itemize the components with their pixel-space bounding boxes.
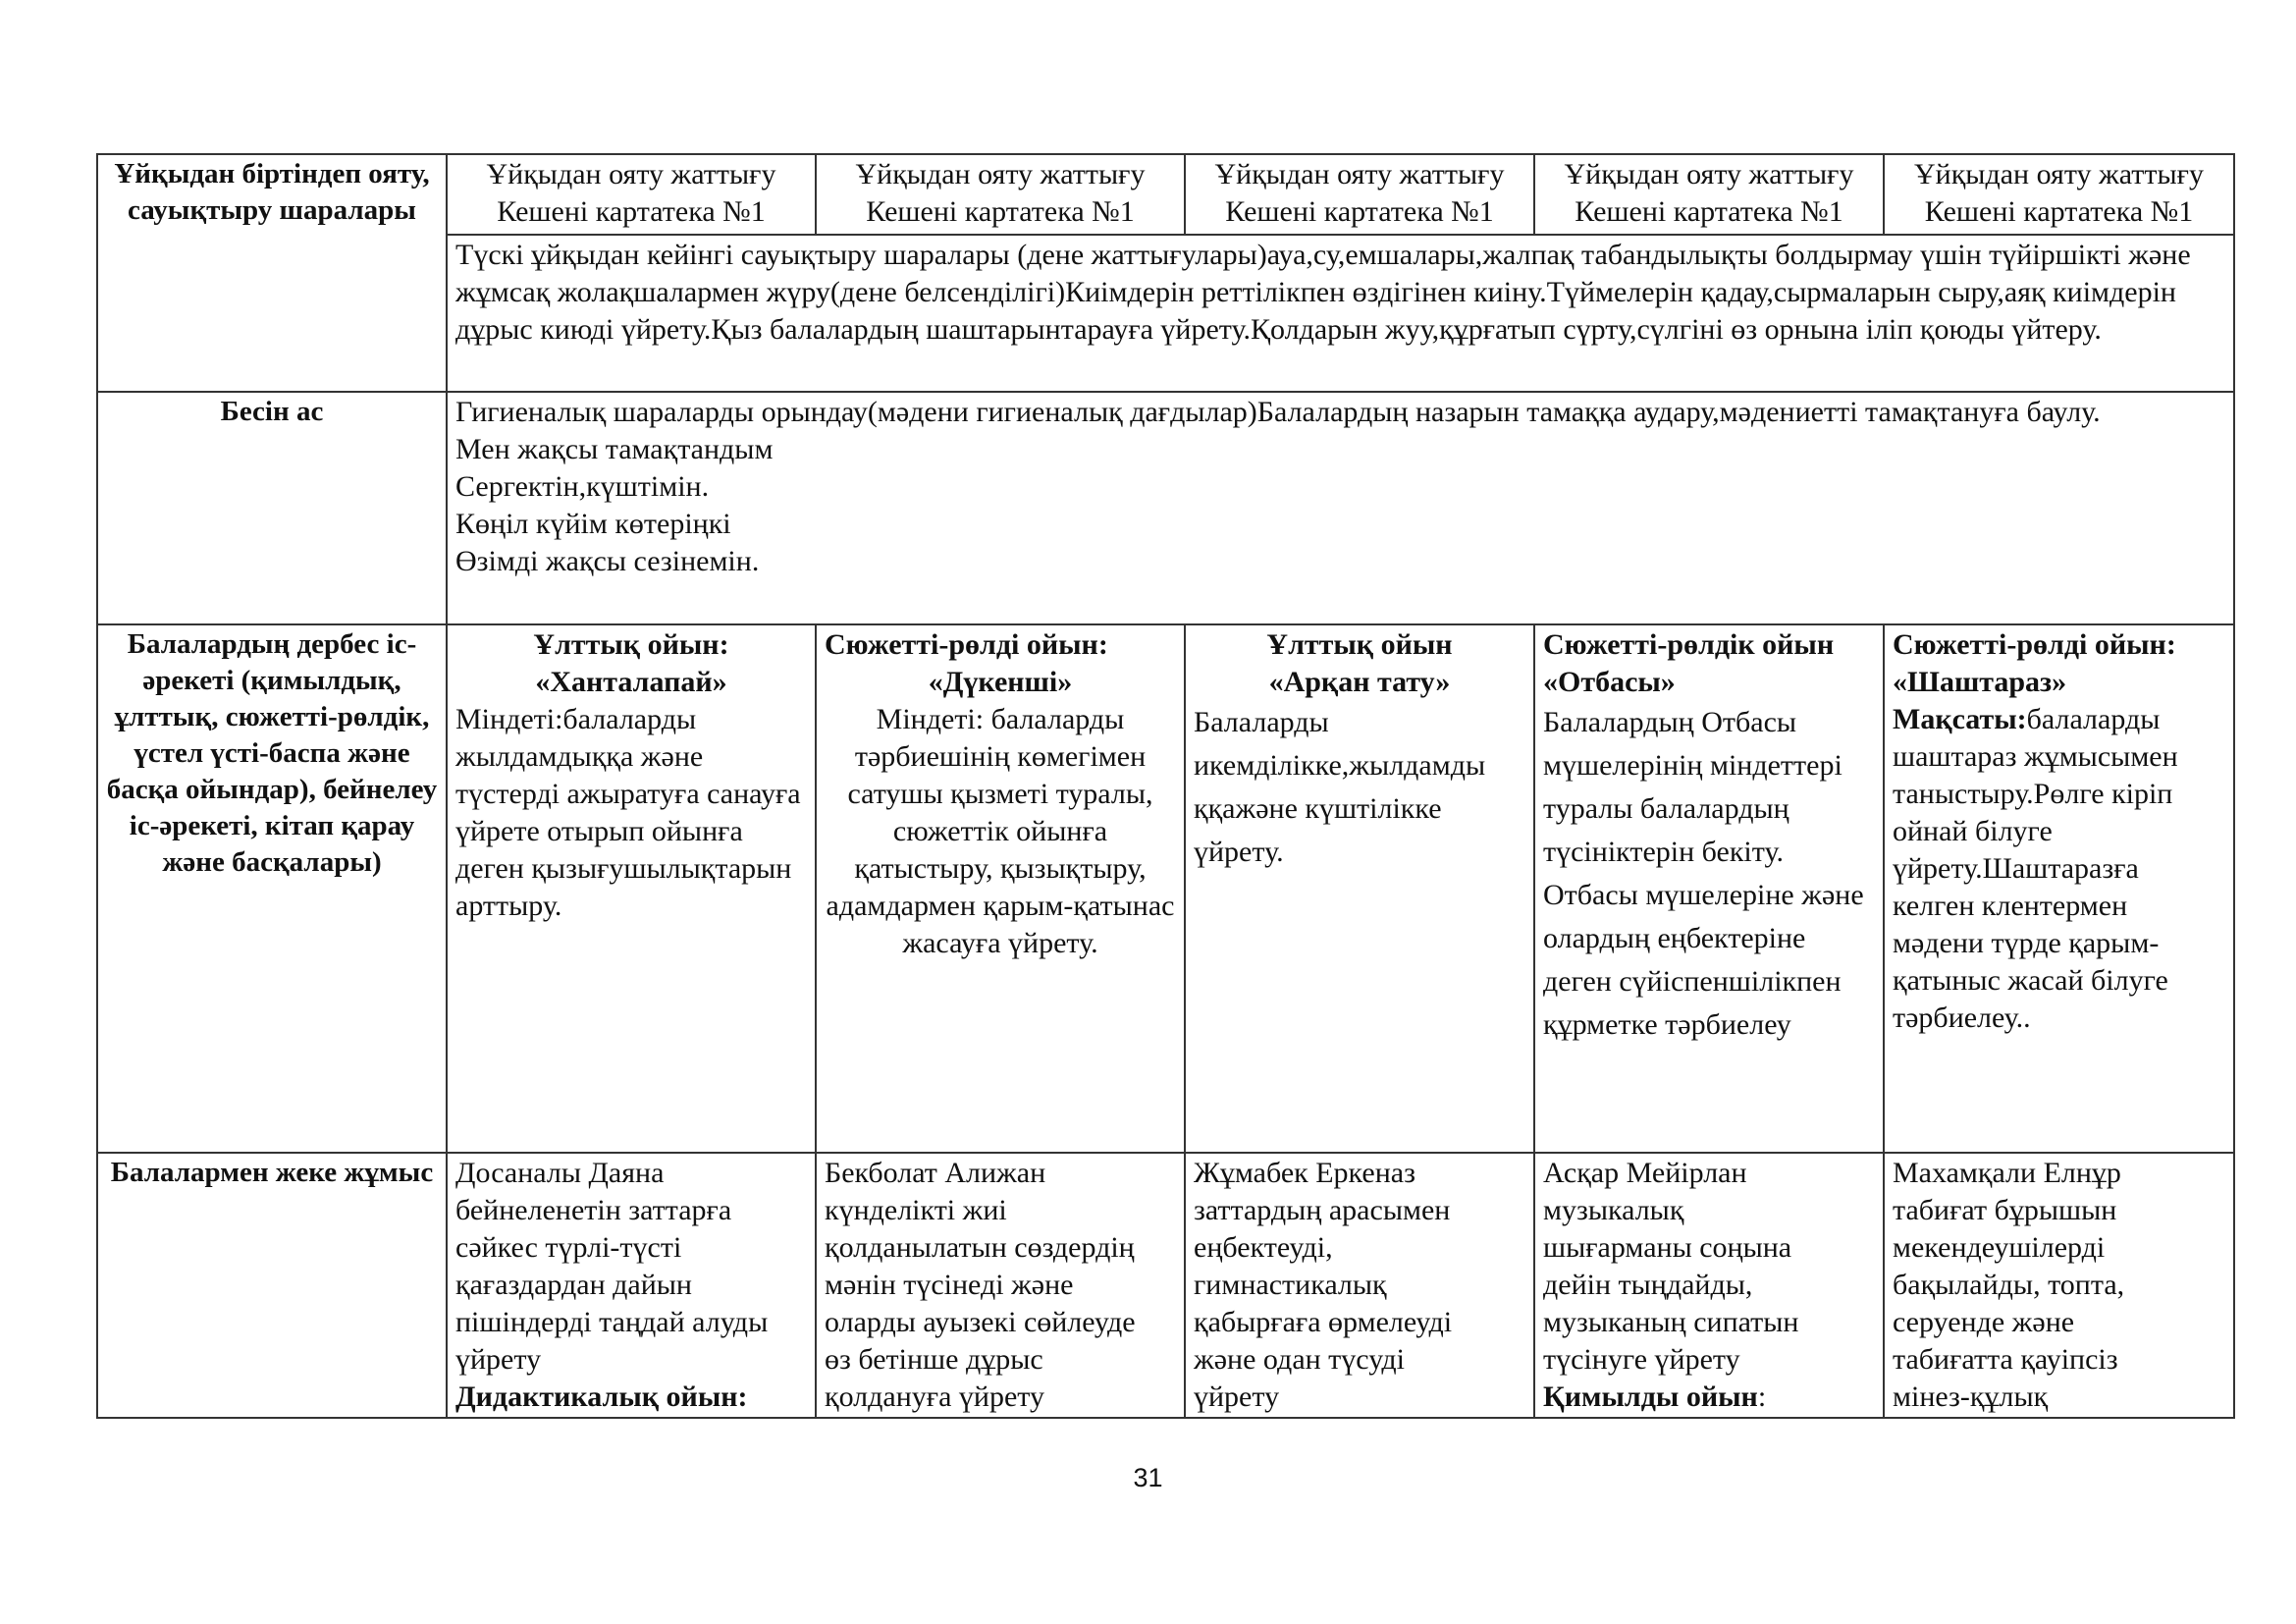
game-cell-3 xyxy=(1185,624,1534,1153)
page-number: 31 xyxy=(1133,1463,1163,1492)
individual-4-line-3: шығарманы соңына xyxy=(1543,1231,1792,1264)
game-3-name: «Арқан тату» xyxy=(1268,666,1451,698)
individual-2-line-1: Бекболат Алижан xyxy=(825,1157,1046,1189)
game-5-text: балаларды шаштараз жұмысымен таныстыру.Рөлге кіріп ойнай білуге үйрету.Шаштаразға келген клентермен мәдени түрде қарым-қатыныс жасай білуге тәрбиелеу.. xyxy=(1893,703,2178,1034)
snack-text: Гигиеналық шараларды орындау(мәдени гигиеналық дағдылар)Балалардың назарын тамаққа аудару,мәдениетті тамақтануға баулу. xyxy=(455,396,2101,428)
individual-2-line-5: оларды ауызекі сөйлеуде xyxy=(825,1306,1136,1338)
individual-2-line-6: өз бетінше дұрыс xyxy=(825,1343,1043,1376)
snack-row xyxy=(97,392,2234,624)
game-cell-4 xyxy=(1534,624,1884,1153)
individual-5-line-3: мекендеушілерді xyxy=(1893,1231,2106,1264)
game-cell-1 xyxy=(447,624,816,1153)
individual-4-game-colon: : xyxy=(1757,1380,1767,1413)
daily-plan-table xyxy=(96,153,2235,1419)
activity-row xyxy=(97,624,2234,1153)
snack-line-4: Өзімді жақсы сезінемін. xyxy=(455,545,760,577)
game-5-goal-label: Мақсаты: xyxy=(1893,703,2027,735)
game-cell-2 xyxy=(816,624,1185,1153)
individual-2-line-7: қолдануға үйрету xyxy=(825,1380,1044,1413)
game-4-name: «Отбасы» xyxy=(1543,666,1676,698)
game-3-type: Ұлттық ойын xyxy=(1266,628,1453,661)
individual-3-line-3: еңбектеуді, xyxy=(1194,1231,1333,1264)
awakening-text: Түскі ұйқыдан кейінгі сауықтыру шаралары (дене жаттығулары)ауа,су,емшалары,жалпақ табандылықты болдырмау үшін түйіршікті және жұмсақ жолақшалармен жүру(дене белсенділігі)Киімдерін реттілікпен өздігінен киіну.Түймелерін қадау,сырмаларын сыру,аяқ киімдерін дұрыс киюді үйрету.Қыз балалардың шаштарынтарауға үйрету.Қолдарын жуу,құрғатып сүрту,сүлгіні өз орнына іліп қоюды үйтеру. xyxy=(447,235,2234,392)
individual-1-line-5: пішіндерді таңдай алуды xyxy=(455,1306,769,1338)
snack-line-2: Сергектін,күштімін. xyxy=(455,470,710,503)
individual-5-line-6: табиғатта қауіпсіз xyxy=(1893,1343,2118,1376)
individual-1-line-3: сәйкес түрлі-түсті xyxy=(455,1231,682,1264)
individual-3-line-1: Жұмабек Еркеназ xyxy=(1194,1157,1415,1189)
awakening-label: Ұйқыдан біртіндеп ояту, сауықтыру шаралары xyxy=(97,154,447,392)
awakening-day-4: Ұйқыдан ояту жаттығу Кешені картатека №1 xyxy=(1534,154,1884,235)
game-5-type: Сюжетті-рөлді ойын: xyxy=(1893,628,2176,661)
individual-3-line-6: және одан түсуді xyxy=(1194,1343,1405,1376)
individual-label: Балалармен жеке жұмыс xyxy=(97,1153,447,1418)
game-5-name: «Шаштараз» xyxy=(1893,666,2067,698)
individual-cell-5 xyxy=(1884,1153,2234,1418)
individual-5-line-2: табиғат бұрышын xyxy=(1893,1194,2117,1226)
snack-line-3: Көңіл күйім көтеріңкі xyxy=(455,508,731,540)
individual-4-line-5: музыканың сипатын xyxy=(1543,1306,1799,1338)
individual-1-line-2: бейнеленетін заттарға xyxy=(455,1194,732,1226)
snack-line-1: Мен жақсы тамақтандым xyxy=(455,433,774,465)
snack-content xyxy=(447,392,2234,624)
individual-5-line-7: мінез-құлық xyxy=(1893,1380,2049,1413)
game-cell-5 xyxy=(1884,624,2234,1153)
individual-1-line-1: Досаналы Даяна xyxy=(455,1157,665,1189)
individual-1-line-4: қағаздардан дайын xyxy=(455,1269,692,1301)
individual-4-line-1: Асқар Мейірлан xyxy=(1543,1157,1747,1189)
individual-2-line-4: мәнін түсінеді және xyxy=(825,1269,1074,1301)
individual-4-line-2: музыкалық xyxy=(1543,1194,1684,1226)
awakening-row xyxy=(97,154,2234,235)
individual-5-line-1: Махамқали Елнұр xyxy=(1893,1157,2121,1189)
game-2-type: Сюжетті-рөлді ойын: xyxy=(825,628,1108,661)
individual-row xyxy=(97,1153,2234,1418)
individual-1-line-6: үйрету xyxy=(455,1343,542,1376)
game-4-type: Сюжетті-рөлдік ойын xyxy=(1543,628,1835,661)
individual-cell-3 xyxy=(1185,1153,1534,1418)
individual-3-line-2: заттардың арасымен xyxy=(1194,1194,1451,1226)
game-2-text: Міндеті: балаларды тәрбиешінің көмегімен сатушы қызметі туралы, сюжеттік ойынға қатыстыру, қызықтыру, адамдармен қарым-қатынас жасауға үйрету. xyxy=(826,703,1175,959)
awakening-day-2: Ұйқыдан ояту жаттығу Кешені картатека №1 xyxy=(816,154,1185,235)
awakening-day-1: Ұйқыдан ояту жаттығу Кешені картатека №1 xyxy=(447,154,816,235)
individual-3-line-4: гимнастикалық xyxy=(1194,1269,1387,1301)
game-3-text: Балаларды икемділікке,жылдамды ққажәне күштілікке үйрету. xyxy=(1194,706,1486,868)
game-4-text: Балалардың Отбасы мүшелерінің міндеттері туралы балалардың түсініктерін бекіту. Отбасы мүшелеріне және олардың еңбектеріне деген сүйіспеншілікпен құрметке тәрбиелеу xyxy=(1543,706,1864,1041)
game-1-text: Міндеті:балаларды жылдамдыққа және түстерді ажыратуға санауға үйрете отырып ойынға деген қызығушылықтарын арттыру. xyxy=(455,703,801,922)
individual-1-game: Дидактикалық ойын: xyxy=(455,1380,748,1413)
individual-2-line-2: күнделікті жиі xyxy=(825,1194,1007,1226)
individual-cell-2 xyxy=(816,1153,1185,1418)
individual-2-line-3: қолданылатын сөздердің xyxy=(825,1231,1135,1264)
awakening-day-5: Ұйқыдан ояту жаттығу Кешені картатека №1 xyxy=(1884,154,2234,235)
game-1-name: «Ханталапай» xyxy=(535,666,727,698)
game-2-name: «Дүкенші» xyxy=(928,666,1073,698)
individual-5-line-4: бақылайды, топта, xyxy=(1893,1269,2125,1301)
activity-label: Балалардың дербес іс-әрекеті (қимылдық, ұлттық, сюжетті-рөлдік, үстел үсті-баспа және басқа ойындар), бейнелеу іс-әрекеті, кітап қарау және басқалары) xyxy=(97,624,447,1153)
individual-5-line-5: серуенде және xyxy=(1893,1306,2075,1338)
individual-3-line-7: үйрету xyxy=(1194,1380,1280,1413)
individual-4-line-6: түсінуге үйрету xyxy=(1543,1343,1740,1376)
individual-cell-4 xyxy=(1534,1153,1884,1418)
individual-4-game: Қимылды ойын xyxy=(1543,1380,1758,1413)
individual-4-line-4: дейін тыңдайды, xyxy=(1543,1269,1753,1301)
game-1-type: Ұлттық ойын: xyxy=(533,628,729,661)
snack-label: Бесін ас xyxy=(97,392,447,624)
individual-cell-1 xyxy=(447,1153,816,1418)
awakening-day-3: Ұйқыдан ояту жаттығу Кешені картатека №1 xyxy=(1185,154,1534,235)
individual-3-line-5: қабырғаға өрмелеуді xyxy=(1194,1306,1453,1338)
